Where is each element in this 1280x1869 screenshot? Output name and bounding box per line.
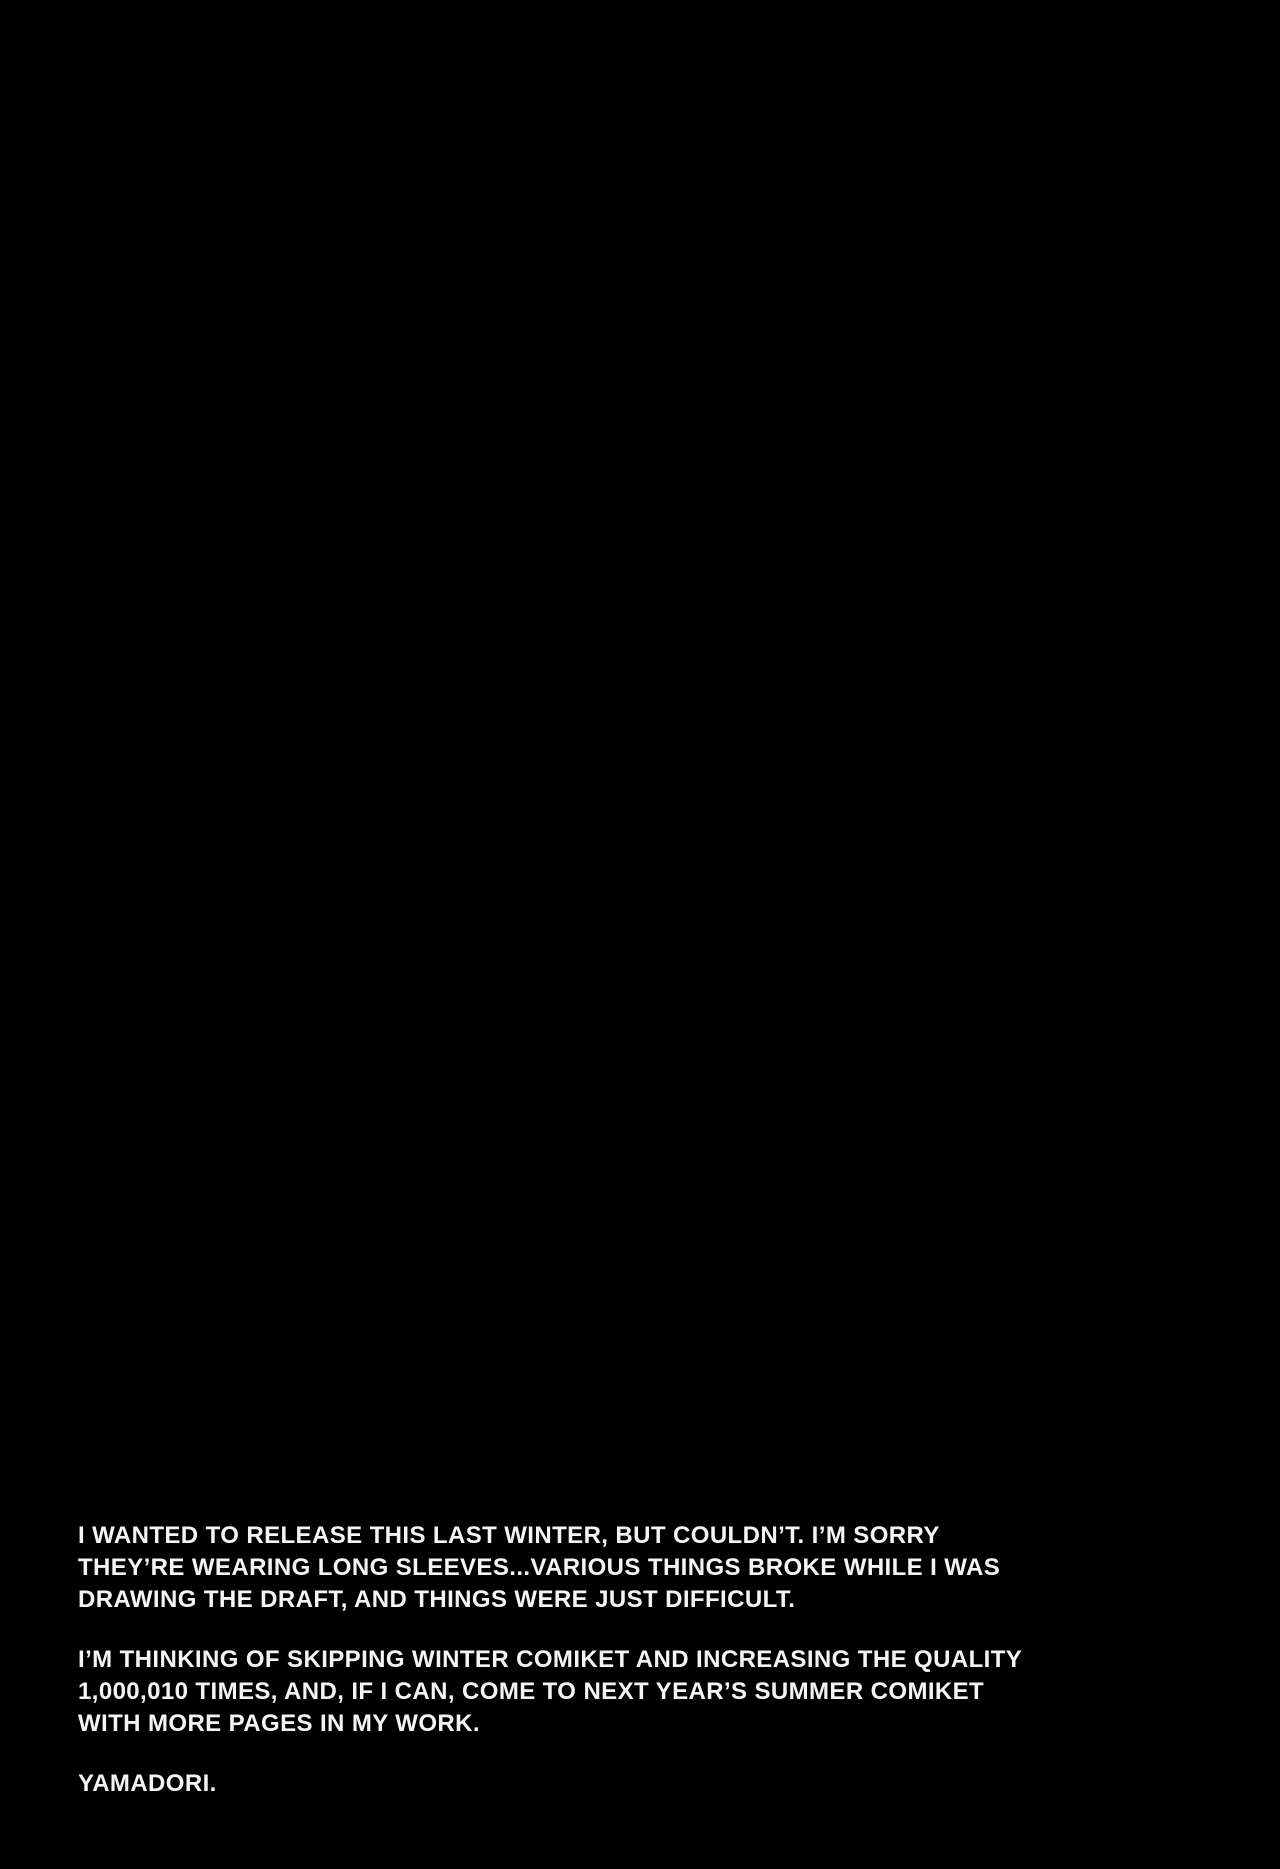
- afterword-line: I’M THINKING OF SKIPPING WINTER COMIKET AND INCREASING THE QUALITY: [78, 1646, 1023, 1673]
- afterword-paragraph-2: [78, 1644, 1218, 1740]
- author-signature: YAMADORI.: [78, 1770, 217, 1797]
- afterword-line: DRAWING THE DRAFT, AND THINGS WERE JUST DIFFICULT.: [78, 1586, 796, 1613]
- afterword-line: WITH MORE PAGES IN MY WORK.: [78, 1710, 480, 1737]
- afterword-text-block: [78, 1520, 1218, 1828]
- afterword-line: THEY’RE WEARING LONG SLEEVES...VARIOUS THINGS BROKE WHILE I WAS: [78, 1554, 1001, 1581]
- afterword-line: 1,000,010 TIMES, AND, IF I CAN, COME TO NEXT YEAR’S SUMMER COMIKET: [78, 1678, 985, 1705]
- afterword-paragraph-1: [78, 1520, 1218, 1616]
- afterword-line: I WANTED TO RELEASE THIS LAST WINTER, BUT COULDN’T. I’M SORRY: [78, 1522, 940, 1549]
